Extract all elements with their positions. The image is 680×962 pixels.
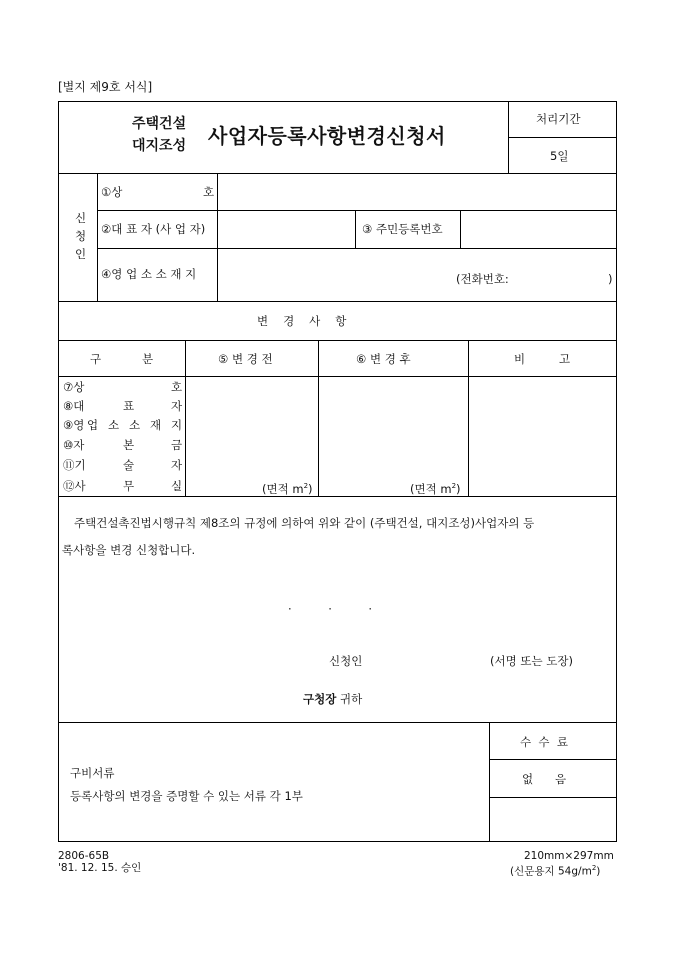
approval-date: '81. 12. 15. 승인	[58, 862, 142, 874]
trade-name-field[interactable]	[218, 174, 615, 209]
applicant-signature-label: 신청인	[329, 654, 363, 668]
paper-weight: (신문용지 $54g/m^2$)	[510, 864, 601, 878]
row-label-part: 본	[123, 438, 135, 452]
form-tag: [별지 제9호 서식]	[58, 80, 153, 94]
applicant-side-3: 인	[75, 247, 87, 261]
row-label-part: 소	[129, 418, 141, 432]
representative-label: ②대 표 자 (사 업 자)	[101, 222, 206, 236]
row-label-part: 금	[171, 438, 183, 452]
column-after: ⑥ 변 경 후	[356, 352, 411, 366]
row-label-part: 자	[171, 399, 183, 413]
column-note-a: 비	[514, 352, 526, 366]
area-before: (면적 $m^2$)	[262, 481, 313, 496]
applicant-side-2: 청	[75, 229, 87, 243]
row-label-trade-name: ⑦상	[63, 380, 85, 394]
row-label-part: 재	[150, 418, 162, 432]
date-dots: · · ·	[288, 602, 373, 616]
signature-note: (서명 또는 도장)	[490, 654, 573, 668]
row-label-part: 무	[123, 479, 135, 493]
row-label-technician: ⑪기	[63, 458, 86, 472]
phone-label: (전화번호:	[456, 272, 509, 286]
changes-section-title: 변 경 사 항	[257, 314, 348, 328]
subtitle-housing: 주택건설	[132, 116, 187, 132]
processing-period-label: 처리기간	[536, 112, 581, 126]
form-code: 2806-65B	[58, 850, 110, 862]
recipient	[303, 692, 362, 706]
resident-id-field[interactable]	[461, 211, 615, 247]
required-docs-content: 등록사항의 변경을 증명할 수 있는 서류 각 1부	[70, 789, 303, 803]
fee-value: 없 음	[522, 772, 567, 786]
resident-id-label: ③ 주민등록번호	[362, 222, 443, 236]
declaration-line2: 록사항을 변경 신청합니다.	[62, 543, 196, 557]
row-label-part: 술	[123, 458, 135, 472]
row-label-part: 표	[123, 399, 135, 413]
column-before: ⑤ 변 경 전	[218, 352, 273, 366]
row-label-part: 실	[171, 479, 183, 493]
row-label-office: ⑫사	[63, 479, 86, 493]
trade-name-label: ①상	[101, 185, 123, 199]
representative-field[interactable]	[218, 211, 354, 247]
row-label-part: 소	[108, 418, 120, 432]
fee-label: 수 수 료	[520, 735, 568, 749]
required-docs-label: 구비서류	[70, 766, 115, 780]
row-label-capital: ⑩자	[63, 438, 85, 452]
recipient-suffix: 귀하	[339, 692, 363, 706]
area-after: (면적 $m^2$)	[410, 481, 461, 496]
trade-name-label-end: 호	[203, 185, 215, 199]
row-label-part: 자	[171, 458, 183, 472]
processing-period-value: 5일	[550, 149, 569, 163]
form-title: 사업자등록사항변경신청서	[208, 124, 446, 148]
row-label-part: 업	[87, 418, 99, 432]
phone-close: )	[608, 272, 613, 286]
paper-size: 210mm×297mm	[524, 850, 614, 862]
column-category-b: 분	[142, 352, 154, 366]
row-label-part: 호	[171, 380, 183, 394]
row-label-representative: ⑧대	[63, 399, 85, 413]
declaration-line1: 주택건설촉진법시행규칙 제8조의 규정에 의하여 위와 같이 (주택건설, 대지조성)사업자의 등	[74, 516, 535, 530]
note-field[interactable]	[469, 377, 615, 495]
applicant-side-1: 신	[75, 211, 87, 225]
row-label-business-address: ⑨영	[63, 418, 85, 432]
row-label-part: 지	[171, 418, 183, 432]
column-category-a: 구	[90, 352, 102, 366]
before-field[interactable]	[186, 377, 317, 495]
business-address-field[interactable]	[218, 249, 615, 300]
business-address-label: ④영 업 소 소 재 지	[101, 267, 197, 281]
recipient-title: 구청장	[303, 692, 337, 706]
after-field[interactable]	[319, 377, 467, 495]
subtitle-land: 대지조성	[132, 138, 187, 154]
column-note-b: 고	[559, 352, 571, 366]
